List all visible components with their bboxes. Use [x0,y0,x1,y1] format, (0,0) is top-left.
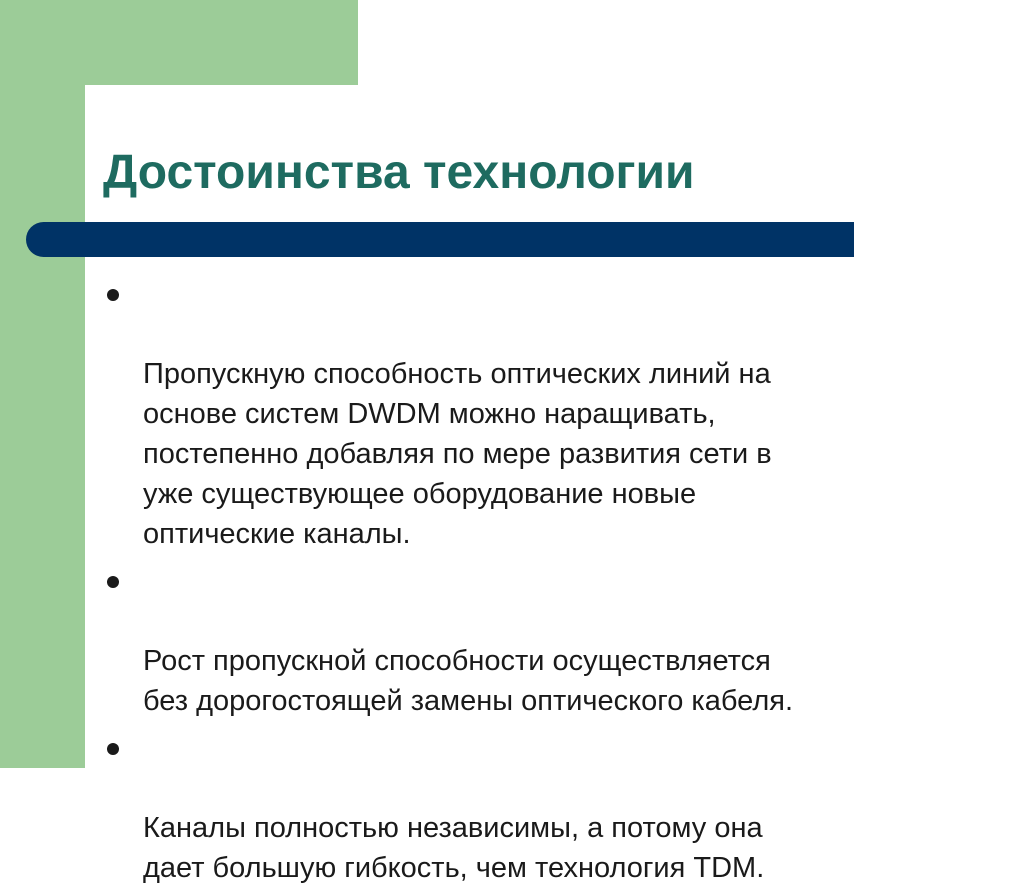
green-accent-top [0,0,358,85]
title-underline-bar [26,222,854,257]
bullet-text: Каналы полностью независимы, а потому она дает большую гибкость, чем технология TDM. [143,812,765,884]
bullet-item [103,728,903,888]
bullet-text: Рост пропускной способности осуществляется без дорогостоящей замены оптического кабеля. [143,645,794,717]
bullet-list [103,274,903,895]
bullet-dot-icon [107,743,119,755]
bullet-dot-icon [107,289,119,301]
bullet-item [103,274,903,554]
bullet-text: Пропускную способность оптических линий на основе систем DWDM можно наращивать, постепенно добавляя по мере развития сети в уже существующее оборудование новые оптические каналы. [143,358,772,550]
slide-title: Достоинства технологии [103,146,695,199]
green-accent-left [0,0,85,768]
bullet-dot-icon [107,576,119,588]
bullet-item [103,561,903,721]
